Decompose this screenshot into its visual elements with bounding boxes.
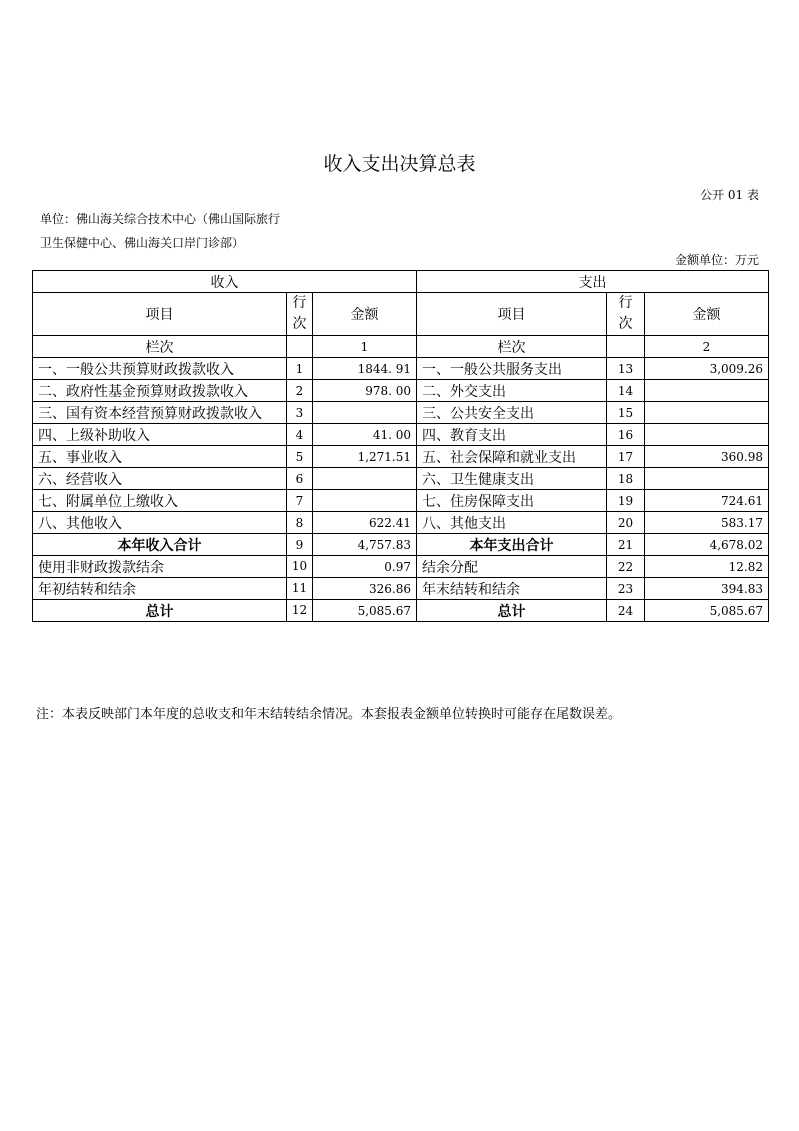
income-line: 10 bbox=[287, 556, 313, 578]
income-amount: 622.41 bbox=[313, 512, 417, 534]
income-line: 6 bbox=[287, 468, 313, 490]
table-row bbox=[33, 380, 769, 402]
expense-line: 18 bbox=[607, 468, 645, 490]
expense-line-header: 行次 bbox=[607, 293, 645, 336]
expense-amount: 724.61 bbox=[645, 490, 769, 512]
expense-amount: 583.17 bbox=[645, 512, 769, 534]
expense-amount-header: 金额 bbox=[645, 293, 769, 336]
footnote: 注：本表反映部门本年度的总收支和年末结转结余情况。本套报表金额单位转换时可能存在尾数误差。 bbox=[36, 707, 622, 722]
table-row bbox=[33, 512, 769, 534]
income-col-label: 栏次 bbox=[33, 336, 287, 358]
expense-amount: 3,009.26 bbox=[645, 358, 769, 380]
income-item: 八、其他收入 bbox=[33, 512, 287, 534]
summary-table bbox=[32, 270, 769, 622]
subtotal-row bbox=[33, 534, 769, 556]
income-amount bbox=[313, 402, 417, 424]
expense-subtotal-label: 本年支出合计 bbox=[417, 534, 607, 556]
income-item: 一、一般公共预算财政拨款收入 bbox=[33, 358, 287, 380]
income-amount: 41. 00 bbox=[313, 424, 417, 446]
income-item: 七、附属单位上缴收入 bbox=[33, 490, 287, 512]
expense-item: 四、教育支出 bbox=[417, 424, 607, 446]
expense-item: 五、社会保障和就业支出 bbox=[417, 446, 607, 468]
income-amount bbox=[313, 490, 417, 512]
expense-amount bbox=[645, 402, 769, 424]
expense-item: 结余分配 bbox=[417, 556, 607, 578]
table-row bbox=[33, 468, 769, 490]
income-item: 四、上级补助收入 bbox=[33, 424, 287, 446]
income-item: 二、政府性基金预算财政拨款收入 bbox=[33, 380, 287, 402]
expense-total-amount: 5,085.67 bbox=[645, 600, 769, 622]
expense-line: 17 bbox=[607, 446, 645, 468]
income-item: 五、事业收入 bbox=[33, 446, 287, 468]
total-row bbox=[33, 600, 769, 622]
income-line: 1 bbox=[287, 358, 313, 380]
income-col-line-empty bbox=[287, 336, 313, 358]
expense-item: 六、卫生健康支出 bbox=[417, 468, 607, 490]
form-code: 公开 01 表 bbox=[700, 188, 759, 202]
table-row bbox=[33, 358, 769, 380]
expense-header: 支出 bbox=[417, 271, 769, 293]
expense-item: 年末结转和结余 bbox=[417, 578, 607, 600]
expense-line: 14 bbox=[607, 380, 645, 402]
table-row bbox=[33, 556, 769, 578]
expense-subtotal-amount: 4,678.02 bbox=[645, 534, 769, 556]
income-subtotal-label: 本年收入合计 bbox=[33, 534, 287, 556]
income-item: 年初结转和结余 bbox=[33, 578, 287, 600]
income-amount: 1,271.51 bbox=[313, 446, 417, 468]
expense-amount: 394.83 bbox=[645, 578, 769, 600]
amount-unit-label: 金额单位：万元 bbox=[674, 253, 759, 267]
income-subtotal-amount: 4,757.83 bbox=[313, 534, 417, 556]
income-amount: 978. 00 bbox=[313, 380, 417, 402]
expense-amount bbox=[645, 468, 769, 490]
income-header: 收入 bbox=[33, 271, 417, 293]
income-line: 11 bbox=[287, 578, 313, 600]
expense-line: 15 bbox=[607, 402, 645, 424]
page-title: 收入支出决算总表 bbox=[323, 153, 476, 175]
expense-line: 16 bbox=[607, 424, 645, 446]
income-line: 3 bbox=[287, 402, 313, 424]
expense-amount: 360.98 bbox=[645, 446, 769, 468]
income-line: 9 bbox=[287, 534, 313, 556]
expense-line: 13 bbox=[607, 358, 645, 380]
expense-item: 八、其他支出 bbox=[417, 512, 607, 534]
expense-total-label: 总计 bbox=[417, 600, 607, 622]
expense-item: 三、公共安全支出 bbox=[417, 402, 607, 424]
income-amount bbox=[313, 468, 417, 490]
expense-item: 七、住房保障支出 bbox=[417, 490, 607, 512]
expense-item: 二、外交支出 bbox=[417, 380, 607, 402]
table-row bbox=[33, 490, 769, 512]
income-col-number: 1 bbox=[313, 336, 417, 358]
income-line: 5 bbox=[287, 446, 313, 468]
expense-line: 24 bbox=[607, 600, 645, 622]
table-row bbox=[33, 402, 769, 424]
income-line: 12 bbox=[287, 600, 313, 622]
expense-line: 21 bbox=[607, 534, 645, 556]
income-line-header: 行次 bbox=[287, 293, 313, 336]
income-line: 7 bbox=[287, 490, 313, 512]
expense-col-number: 2 bbox=[645, 336, 769, 358]
income-item: 三、国有资本经营预算财政拨款收入 bbox=[33, 402, 287, 424]
expense-item-header: 项目 bbox=[417, 293, 607, 336]
expense-amount: 12.82 bbox=[645, 556, 769, 578]
expense-amount bbox=[645, 424, 769, 446]
income-total-label: 总计 bbox=[33, 600, 287, 622]
income-amount: 0.97 bbox=[313, 556, 417, 578]
expense-line: 23 bbox=[607, 578, 645, 600]
income-amount: 1844. 91 bbox=[313, 358, 417, 380]
income-item-header: 项目 bbox=[33, 293, 287, 336]
expense-amount bbox=[645, 380, 769, 402]
table-row bbox=[33, 424, 769, 446]
income-total-amount: 5,085.67 bbox=[313, 600, 417, 622]
income-item: 六、经营收入 bbox=[33, 468, 287, 490]
income-line: 2 bbox=[287, 380, 313, 402]
expense-line: 19 bbox=[607, 490, 645, 512]
income-line: 4 bbox=[287, 424, 313, 446]
expense-col-line-empty bbox=[607, 336, 645, 358]
expense-line: 20 bbox=[607, 512, 645, 534]
table-row bbox=[33, 578, 769, 600]
table-row bbox=[33, 446, 769, 468]
income-item: 使用非财政拨款结余 bbox=[33, 556, 287, 578]
expense-col-label: 栏次 bbox=[417, 336, 607, 358]
expense-line: 22 bbox=[607, 556, 645, 578]
income-amount: 326.86 bbox=[313, 578, 417, 600]
income-amount-header: 金额 bbox=[313, 293, 417, 336]
unit-label: 单位：佛山海关综合技术中心（佛山国际旅行卫生保健中心、佛山海关口岸门诊部） bbox=[40, 212, 281, 250]
expense-item: 一、一般公共服务支出 bbox=[417, 358, 607, 380]
income-line: 8 bbox=[287, 512, 313, 534]
